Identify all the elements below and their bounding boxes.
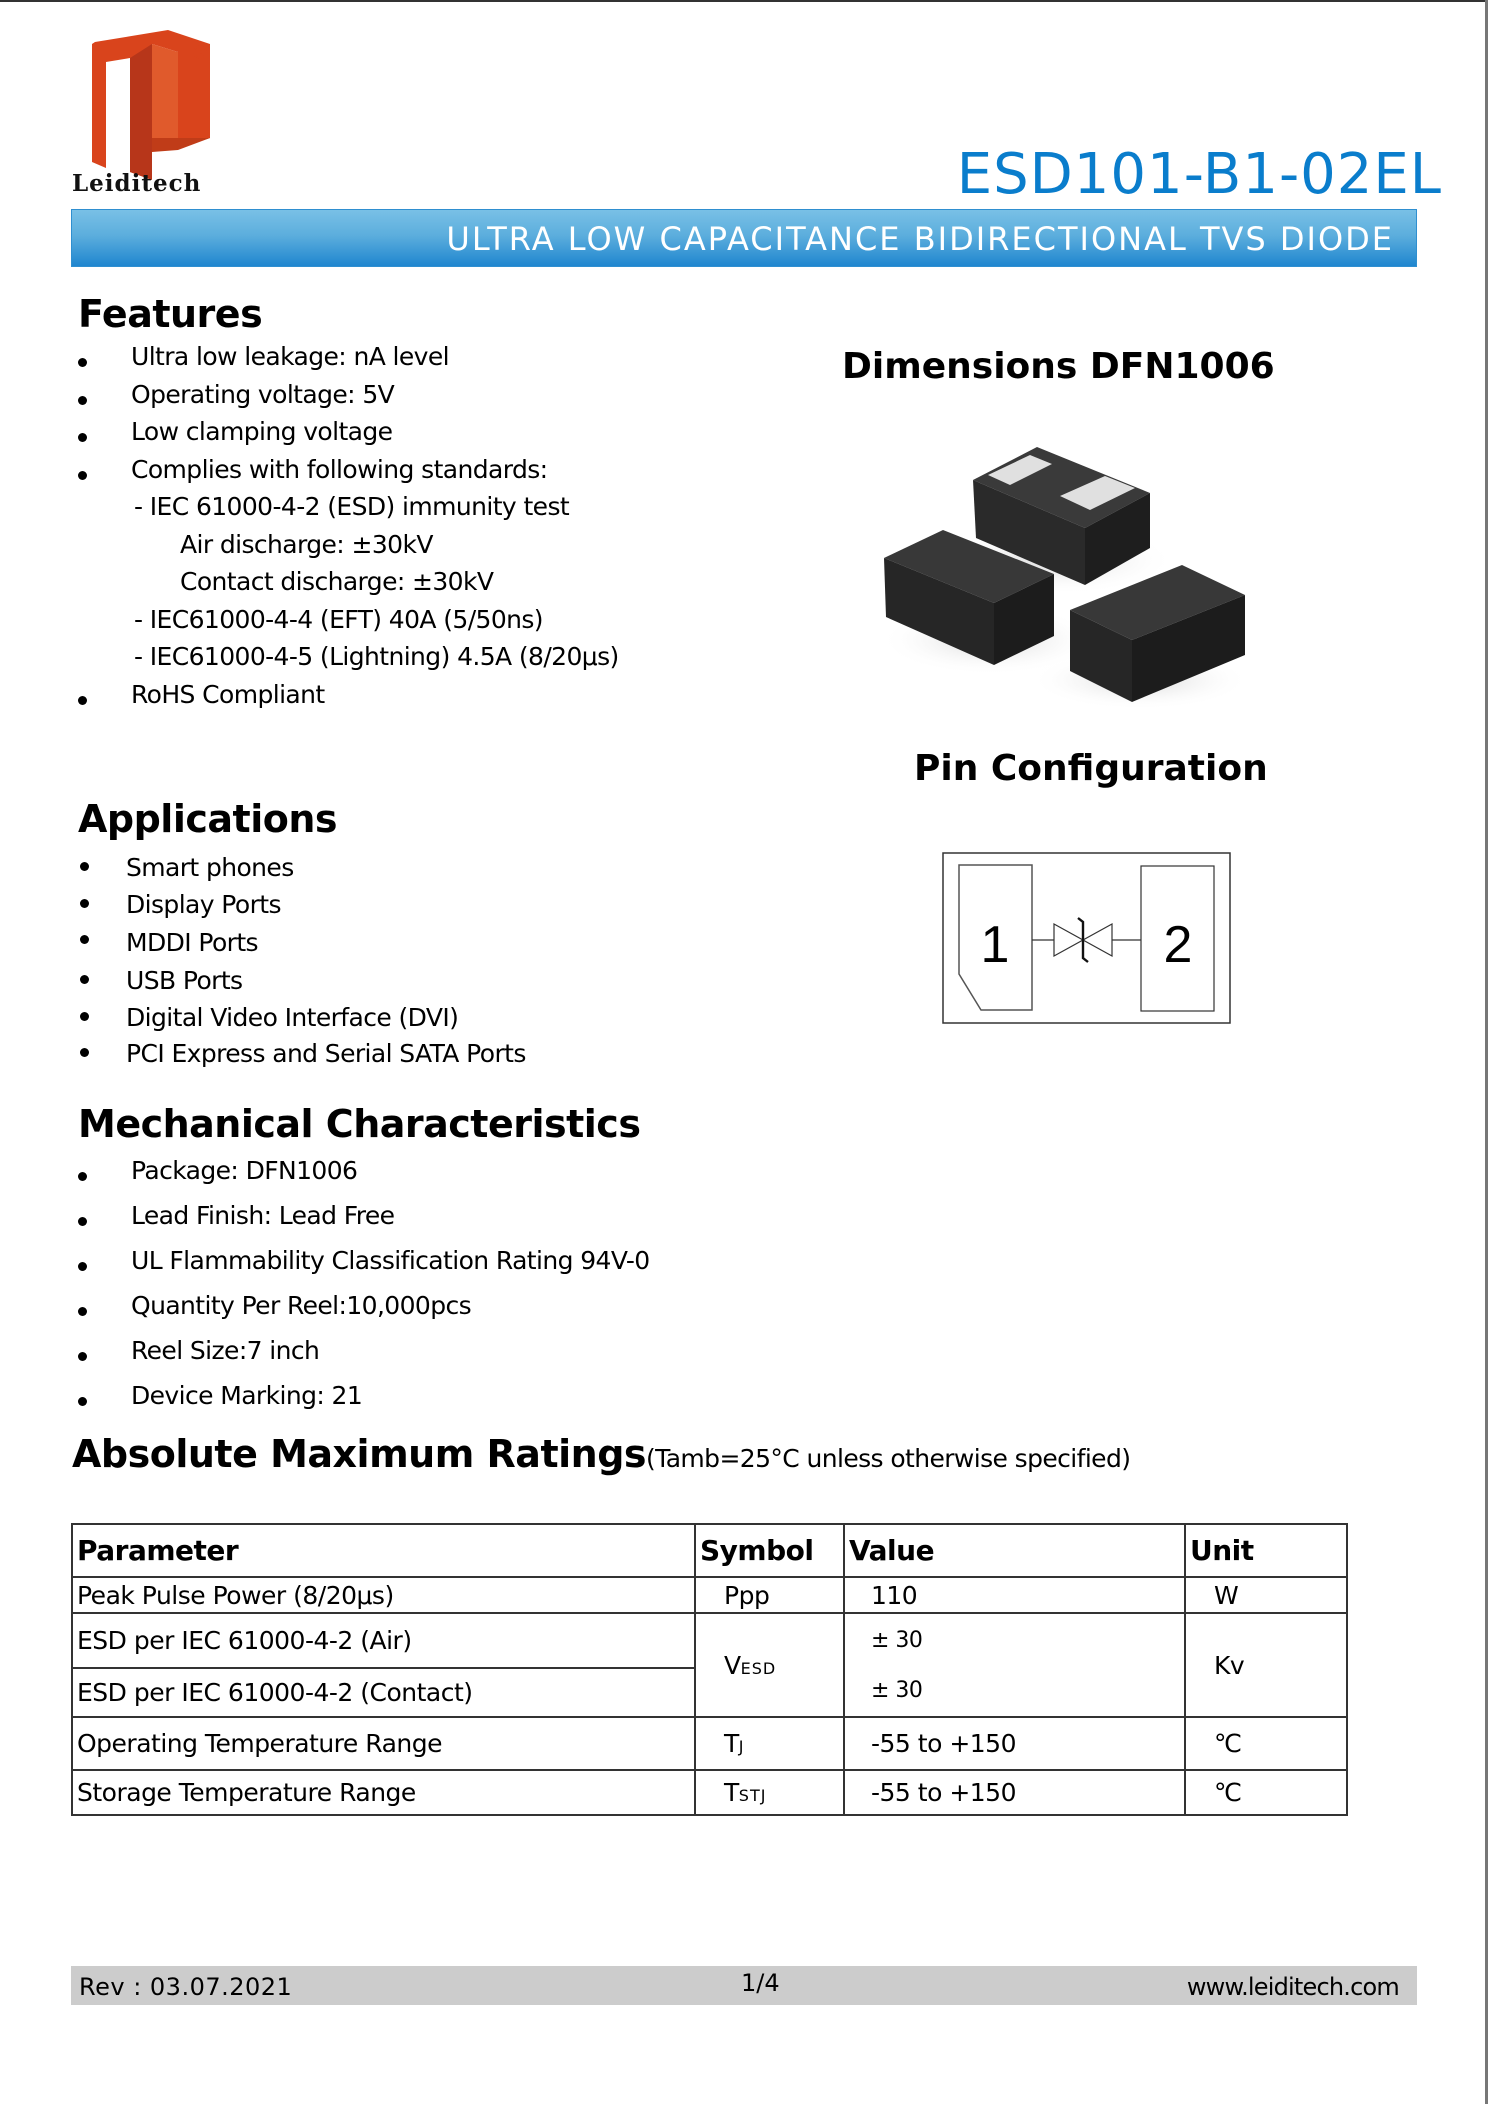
cell-unit: ℃ xyxy=(1185,1717,1347,1770)
cell-value: 110 xyxy=(844,1577,1185,1613)
bullet-icon xyxy=(78,1262,87,1271)
bullet-icon xyxy=(78,1352,87,1361)
applications-heading: Applications xyxy=(78,797,337,841)
website-link[interactable]: www.leiditech.com xyxy=(1186,1973,1399,2001)
logo-wordmark: Leiditech xyxy=(72,170,202,197)
dimensions-heading: Dimensions DFN1006 xyxy=(842,346,1275,387)
header-value: Value xyxy=(844,1524,1185,1577)
applications-list xyxy=(80,850,526,1073)
svg-text:R: R xyxy=(197,48,203,58)
pin-configuration-diagram xyxy=(942,852,1231,1024)
cell-unit: ℃ xyxy=(1185,1770,1347,1815)
cell-value: -55 to +150 xyxy=(844,1770,1185,1815)
feature-subitem: - IEC61000-4-5 (Lightning) 4.5A (8/20μs) xyxy=(134,642,619,671)
bullet-icon xyxy=(78,433,87,442)
mechanical-item: Device Marking: 21 xyxy=(78,1373,650,1418)
cell-value: ± 30 ± 30 xyxy=(844,1613,1185,1717)
feature-item: Low clamping voltage xyxy=(78,413,619,451)
bullet-icon xyxy=(78,1217,87,1226)
bullet-icon xyxy=(80,975,89,984)
bullet-icon xyxy=(78,396,87,405)
cell-symbol: TSTJ xyxy=(695,1770,844,1815)
svg-text:2: 2 xyxy=(1163,916,1193,974)
ratings-table xyxy=(71,1523,1348,1816)
cell-symbol: Ppp xyxy=(695,1577,844,1613)
features-list xyxy=(78,338,619,713)
table-row xyxy=(72,1577,1347,1613)
ratings-heading xyxy=(72,1432,1130,1476)
page-top-border xyxy=(0,0,1488,2)
bullet-icon xyxy=(78,1172,87,1181)
mechanical-list xyxy=(78,1148,650,1418)
cell-unit: Kv xyxy=(1185,1613,1347,1717)
page-footer xyxy=(71,1966,1417,2005)
feature-subitem: Contact discharge: ±30kV xyxy=(180,567,494,596)
bullet-icon xyxy=(80,899,89,908)
part-number-title: ESD101-B1-02EL xyxy=(956,142,1442,207)
table-row xyxy=(72,1770,1347,1815)
application-item: Display Ports xyxy=(80,887,526,924)
application-item: PCI Express and Serial SATA Ports xyxy=(80,1036,526,1073)
application-item: USB Ports xyxy=(80,963,526,1000)
feature-item: Operating voltage: 5V xyxy=(78,376,619,414)
application-item: Digital Video Interface (DVI) xyxy=(80,1000,526,1037)
page-number: 1/4 xyxy=(741,1969,780,1997)
bullet-icon xyxy=(78,696,87,705)
svg-text:1: 1 xyxy=(980,916,1010,974)
cell-parameter: Storage Temperature Range xyxy=(72,1770,695,1815)
bullet-icon xyxy=(78,358,87,367)
feature-subitem: - IEC 61000-4-2 (ESD) immunity test xyxy=(134,492,570,521)
ratings-title: Absolute Maximum Ratings xyxy=(72,1432,647,1476)
table-row xyxy=(72,1717,1347,1770)
bullet-icon xyxy=(80,862,89,871)
cell-parameter: ESD per IEC 61000-4-2 (Air) xyxy=(72,1613,695,1668)
features-heading: Features xyxy=(78,292,263,336)
dfn1006-package-image xyxy=(880,440,1250,710)
mechanical-item: Quantity Per Reel:10,000pcs xyxy=(78,1283,650,1328)
header-symbol: Symbol xyxy=(695,1524,844,1577)
feature-subitem: - IEC61000-4-4 (EFT) 40A (5/50ns) xyxy=(134,604,543,634)
banner-title: ULTRA LOW CAPACITANCE BIDIRECTIONAL TVS DIODE xyxy=(446,220,1394,258)
cell-value: -55 to +150 xyxy=(844,1717,1185,1770)
header-unit: Unit xyxy=(1185,1524,1347,1577)
mechanical-item: UL Flammability Classification Rating 94V-0 xyxy=(78,1238,650,1283)
bullet-icon xyxy=(78,1307,87,1316)
cell-symbol: TJ xyxy=(695,1717,844,1770)
mechanical-heading: Mechanical Characteristics xyxy=(78,1102,641,1146)
bullet-icon xyxy=(80,1012,89,1021)
application-item: Smart phones xyxy=(80,850,526,887)
feature-item: Ultra low leakage: nA level xyxy=(78,338,619,376)
ratings-condition: (Tamb=25°C unless otherwise specified) xyxy=(646,1444,1131,1473)
feature-subitem: Air discharge: ±30kV xyxy=(180,529,433,559)
title-banner xyxy=(71,209,1417,267)
feature-item: RoHS Compliant xyxy=(78,676,619,714)
mechanical-item: Package: DFN1006 xyxy=(78,1148,650,1193)
table-header-row xyxy=(72,1524,1347,1577)
bullet-icon xyxy=(78,471,87,480)
cell-parameter: Peak Pulse Power (8/20μs) xyxy=(72,1577,695,1613)
revision-date: Rev : 03.07.2021 xyxy=(79,1973,293,2001)
cell-parameter: Operating Temperature Range xyxy=(72,1717,695,1770)
mechanical-item: Lead Finish: Lead Free xyxy=(78,1193,650,1238)
cell-parameter: ESD per IEC 61000-4-2 (Contact) xyxy=(72,1668,695,1717)
mechanical-item: Reel Size:7 inch xyxy=(78,1328,650,1373)
cell-symbol: VESD xyxy=(695,1613,844,1717)
bullet-icon xyxy=(80,1048,89,1057)
header-parameter: Parameter xyxy=(72,1524,695,1577)
cell-unit: W xyxy=(1185,1577,1347,1613)
bullet-icon xyxy=(80,935,89,944)
feature-item: Complies with following standards: xyxy=(78,451,619,489)
bullet-icon xyxy=(78,1397,87,1406)
application-item: MDDI Ports xyxy=(80,923,526,963)
pin-configuration-heading: Pin Configuration xyxy=(914,748,1268,789)
table-row xyxy=(72,1613,1347,1668)
